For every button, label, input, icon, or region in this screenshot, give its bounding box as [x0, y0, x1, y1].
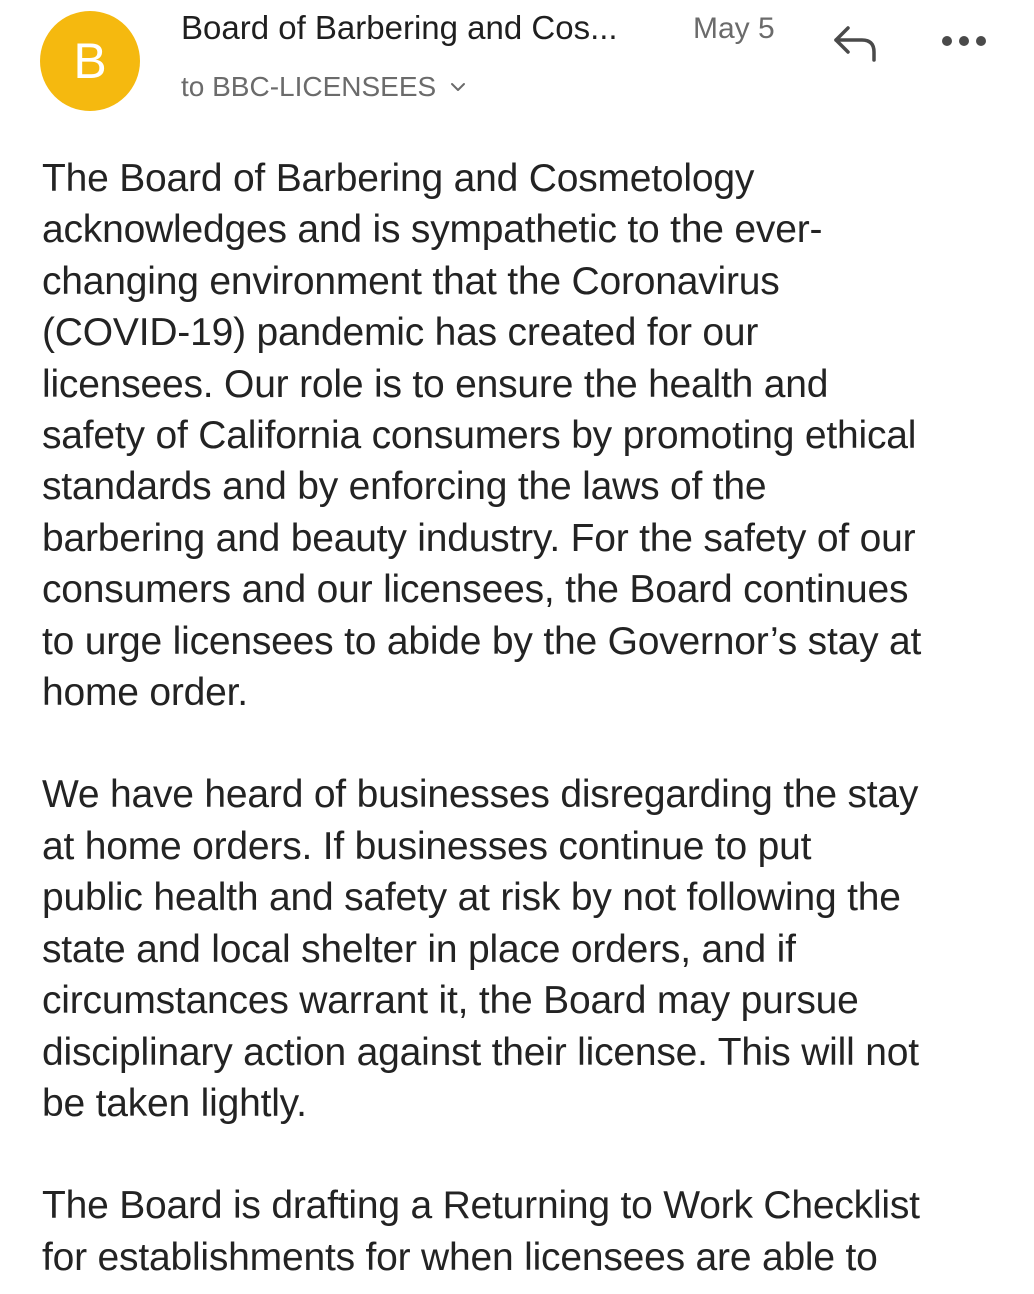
more-options-button[interactable] — [936, 16, 992, 66]
recipients-label: to BBC-LICENSEES — [181, 71, 437, 102]
email-date: May 5 — [693, 12, 775, 45]
email-paragraph: The Board of Barbering and Cosmetology acknowledges and is sympathetic to the ever- changing environment that the Coronavirus (COVID-19) pandemic has created for our licensees. Our role is to ensure the health and safety of California consumers by promoting ethical standards and by enforcing the laws of the barbering and beauty industry. For the safety of our consumers and our licensees, the Board continues to urge licensees to abide by the Governor’s stay at home order. — [42, 157, 922, 715]
more-options-icon — [940, 34, 988, 48]
email-paragraph: We have heard of businesses disregarding the stay at home orders. If businesses continue to put public health and safety at risk by not following the state and local shelter in place orders, and if circumstances warrant it, the Board may pursue disciplinary action against their license. This will not be taken lightly. — [42, 773, 919, 1125]
avatar[interactable]: B — [40, 11, 140, 111]
reply-icon — [828, 20, 880, 64]
recipients-toggle[interactable] — [181, 68, 470, 106]
email-body — [42, 153, 1034, 1294]
sender-name[interactable]: Board of Barbering and Cos... — [181, 9, 618, 46]
reply-button[interactable] — [822, 14, 886, 70]
chevron-down-icon — [446, 75, 470, 99]
email-header — [0, 0, 1034, 130]
email-paragraph: The Board is drafting a Returning to Work Checklist for establishments for when licensees are able to — [42, 1184, 920, 1279]
